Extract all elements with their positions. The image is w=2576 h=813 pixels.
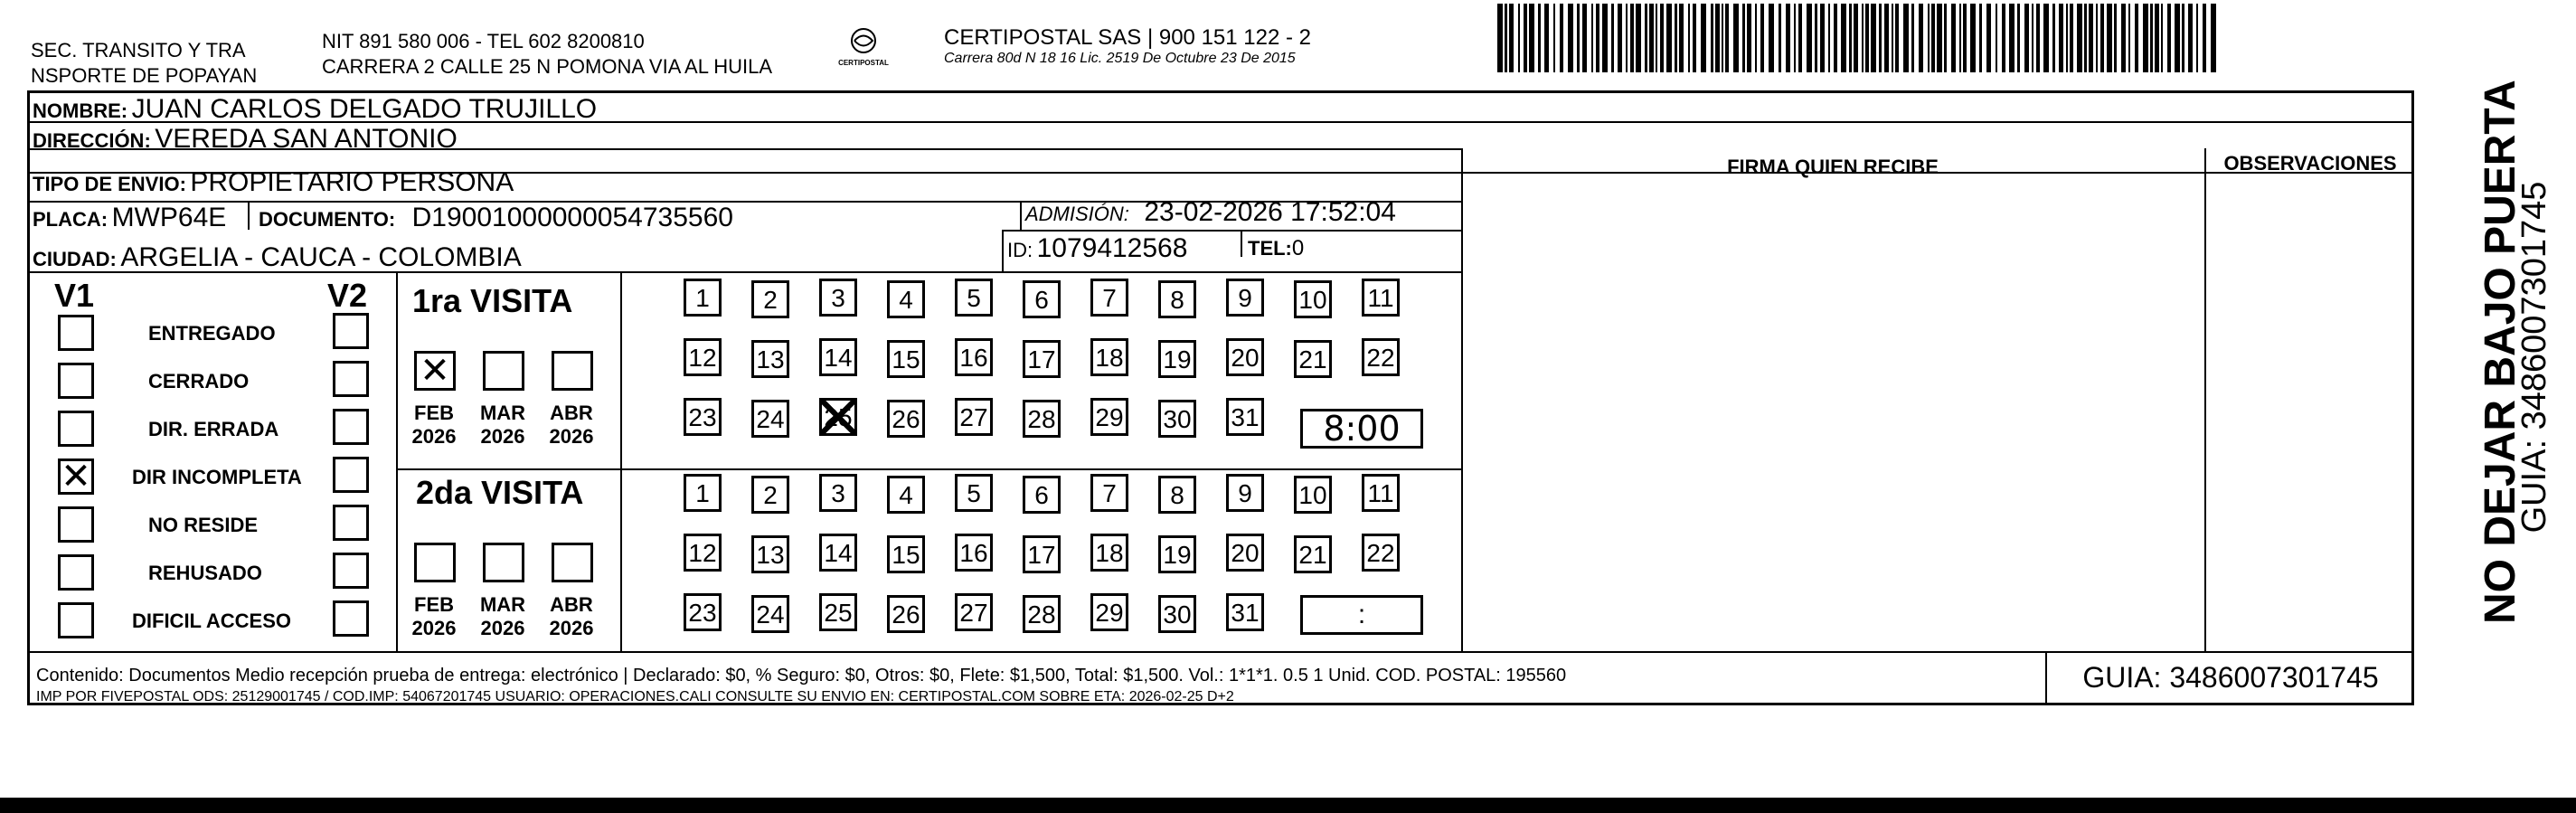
tel-field <box>1248 233 1304 267</box>
status-label: NO RESIDE <box>148 514 259 536</box>
footer-guia: GUIA: 3486007301745 <box>2082 661 2379 694</box>
v2-checkbox[interactable] <box>333 361 369 397</box>
first-visit-day-box[interactable]: 4 <box>887 280 925 318</box>
ciudad-label: CIUDAD: <box>33 248 117 270</box>
admision-field <box>1025 197 1396 232</box>
v1-checkbox[interactable] <box>58 411 94 447</box>
placa-label: PLACA: <box>33 208 109 231</box>
first-visit-day-box[interactable]: 17 <box>1023 340 1061 378</box>
second-visit-day-box[interactable]: 10 <box>1294 476 1332 514</box>
month-year: 2026 <box>549 617 594 639</box>
ciudad-value: ARGELIA - CAUCA - COLOMBIA <box>120 242 522 272</box>
first-visit-day-box[interactable]: 25 <box>819 398 857 436</box>
status-label: DIFICIL ACCESO <box>132 610 292 632</box>
footer-contenido: Contenido: Documentos Medio recepción prueba de entrega: electrónico | Declarado: $0, % Seguro: $0, Otros: $0, Flete: $1,500, Total: $1,500. Vol.: 1*1*1. 0.5 1 Unid. COD. POSTAL: 195560 <box>36 666 1567 685</box>
second-visit-day-box[interactable]: 7 <box>1090 474 1128 512</box>
first-visit-month-label <box>407 402 461 449</box>
bottom-band <box>0 798 2576 813</box>
first-visit-day-box[interactable]: 21 <box>1294 340 1332 378</box>
month-name: MAR <box>479 402 526 424</box>
v2-checkbox[interactable] <box>333 313 369 349</box>
month-year: 2026 <box>480 425 525 448</box>
v1-checkbox[interactable] <box>58 506 94 543</box>
first-visit-month-checkbox[interactable]: ✕ <box>414 351 456 391</box>
first-visit-day-box[interactable]: 19 <box>1158 340 1196 378</box>
second-visit-month-checkbox[interactable] <box>483 543 524 582</box>
first-visit-day-box[interactable]: 16 <box>955 338 993 376</box>
first-visit-day-box[interactable]: 15 <box>887 340 925 378</box>
v1-checkbox[interactable] <box>58 315 94 351</box>
first-visit-day-box[interactable]: 3 <box>819 279 857 317</box>
first-visit-time[interactable]: 8:00 <box>1300 409 1423 449</box>
documento-label: DOCUMENTO: <box>259 208 396 231</box>
sender-contact <box>322 29 772 80</box>
ciudad-field <box>33 242 522 278</box>
side-text <box>2423 80 2559 624</box>
placa-value: MWP64E <box>111 203 227 232</box>
second-visit-day-box[interactable]: 30 <box>1158 595 1196 633</box>
company-line1: CERTIPOSTAL SAS | 900 151 122 - 2 <box>944 25 1311 50</box>
nombre-label: NOMBRE: <box>33 99 128 122</box>
second-visit-day-box[interactable]: 22 <box>1362 534 1400 572</box>
tel-label: TEL: <box>1248 237 1292 260</box>
sender-org-line1: SEC. TRANSITO Y TRA <box>31 39 246 61</box>
address-line: CARRERA 2 CALLE 25 N POMONA VIA AL HUILA <box>322 55 773 78</box>
tipo-envio-value: PROPIETARIO PERSONA <box>190 167 514 197</box>
v2-checkbox[interactable] <box>333 553 369 589</box>
v1-label: V1 <box>54 277 95 314</box>
second-visit-day-box[interactable]: 27 <box>955 593 993 631</box>
second-visit-day-box[interactable]: 28 <box>1023 595 1061 633</box>
direccion-value: VEREDA SAN ANTONIO <box>155 124 458 154</box>
first-visit-day-box[interactable]: 29 <box>1090 398 1128 436</box>
second-visit-day-box[interactable]: 25 <box>819 593 857 631</box>
id-value: 1079412568 <box>1036 233 1188 263</box>
first-visit-month-checkbox[interactable] <box>483 351 524 391</box>
second-visit-day-box[interactable]: 4 <box>887 476 925 514</box>
first-visit-day-box[interactable]: 28 <box>1023 400 1061 438</box>
no-dejar-text: NO DEJAR BAJO PUERTA <box>2477 80 2524 624</box>
month-name: ABR <box>550 402 593 424</box>
footer-imp: IMP POR FIVEPOSTAL ODS: 25129001745 / COD.IMP: 54067201745 USUARIO: OPERACIONES.CALI CONSULTE SU ENVIO EN: CERTIPOSTAL.COM SOBRE ETA: 2026-02-25 D+2 <box>36 689 1234 704</box>
month-year: 2026 <box>411 425 457 448</box>
second-visit-day-box[interactable]: 8 <box>1158 476 1196 514</box>
v1-checkbox[interactable] <box>58 602 94 638</box>
first-visit-day-box[interactable]: 9 <box>1226 279 1264 317</box>
month-name: ABR <box>550 593 593 616</box>
first-visit-day-box[interactable]: 7 <box>1090 279 1128 317</box>
month-year: 2026 <box>549 425 594 448</box>
first-visit-day-box[interactable]: 31 <box>1226 398 1264 436</box>
first-visit-day-box[interactable]: 26 <box>887 400 925 438</box>
second-visit-title: 2da VISITA <box>416 474 584 511</box>
second-visit-month-checkbox[interactable] <box>414 543 456 582</box>
sender-org <box>31 38 257 89</box>
admision-value: 23-02-2026 17:52:04 <box>1144 197 1396 227</box>
second-visit-day-box[interactable]: 15 <box>887 535 925 573</box>
v2-checkbox[interactable] <box>333 505 369 541</box>
first-visit-month-label <box>476 402 530 449</box>
v2-checkbox[interactable] <box>333 409 369 445</box>
v1-checkbox[interactable] <box>58 363 94 399</box>
second-visit-day-box[interactable]: 19 <box>1158 535 1196 573</box>
logo-icon <box>844 27 883 54</box>
tel-value: 0 <box>1291 236 1305 260</box>
second-visit-day-box[interactable]: 14 <box>819 534 857 572</box>
first-visit-day-box[interactable]: 2 <box>751 280 789 318</box>
first-visit-day-box[interactable]: 24 <box>751 400 789 438</box>
observaciones-header: OBSERVACIONES <box>2223 152 2397 175</box>
second-visit-day-box[interactable]: 17 <box>1023 535 1061 573</box>
barcode <box>1497 4 2228 72</box>
second-visit-day-box[interactable]: 16 <box>955 534 993 572</box>
first-visit-day-box[interactable]: 5 <box>955 279 993 317</box>
second-visit-day-box[interactable]: 20 <box>1226 534 1264 572</box>
second-visit-day-box[interactable]: 9 <box>1226 474 1264 512</box>
second-visit-day-box[interactable]: 11 <box>1362 474 1400 512</box>
second-visit-day-box[interactable]: 24 <box>751 595 789 633</box>
documento-value: D19001000000054735560 <box>411 203 733 232</box>
status-label: CERRADO <box>148 370 250 392</box>
direccion-label: DIRECCIÓN: <box>33 129 151 152</box>
documento-field <box>259 203 733 238</box>
v2-label: V2 <box>327 277 368 314</box>
first-visit-day-box[interactable]: 14 <box>819 338 857 376</box>
first-visit-day-box[interactable]: 11 <box>1362 279 1400 317</box>
second-visit-day-box[interactable]: 26 <box>887 595 925 633</box>
second-visit-time[interactable]: : <box>1300 595 1423 635</box>
first-visit-day-box[interactable]: 1 <box>684 279 722 317</box>
tipo-envio-field <box>33 167 514 203</box>
placa-field <box>33 203 226 238</box>
company-info <box>944 25 1311 67</box>
nit-line: NIT 891 580 006 - TEL 602 8200810 <box>322 30 645 52</box>
second-visit-day-box[interactable]: 23 <box>684 593 722 631</box>
status-label: DIR INCOMPLETA <box>132 466 302 488</box>
first-visit-day-box[interactable]: 13 <box>751 340 789 378</box>
nombre-value: JUAN CARLOS DELGADO TRUJILLO <box>131 94 598 124</box>
v2-checkbox[interactable] <box>333 600 369 637</box>
v1-checkbox[interactable] <box>58 554 94 591</box>
second-visit-day-box[interactable]: 12 <box>684 534 722 572</box>
sender-org-line2: NSPORTE DE POPAYAN <box>31 64 258 87</box>
side-guia-text: GUIA: 3486007301745 <box>2515 181 2553 534</box>
second-visit-day-box[interactable]: 6 <box>1023 476 1061 514</box>
second-visit-month-checkbox[interactable] <box>552 543 593 582</box>
month-name: FEB <box>414 593 454 616</box>
first-visit-day-box[interactable]: 8 <box>1158 280 1196 318</box>
tipo-envio-label: TIPO DE ENVIO: <box>33 173 186 195</box>
first-visit-day-box[interactable]: 23 <box>684 398 722 436</box>
month-year: 2026 <box>411 617 457 639</box>
month-name: FEB <box>414 402 454 424</box>
second-visit-day-box[interactable]: 31 <box>1226 593 1264 631</box>
first-visit-day-box[interactable]: 6 <box>1023 280 1061 318</box>
first-visit-day-box[interactable]: 30 <box>1158 400 1196 438</box>
first-visit-title: 1ra VISITA <box>412 282 573 319</box>
v1-checkbox[interactable]: ✕ <box>58 458 94 495</box>
status-label: REHUSADO <box>148 562 262 584</box>
first-visit-day-box[interactable]: 10 <box>1294 280 1332 318</box>
certipostal-logo <box>825 27 902 72</box>
company-line2: Carrera 80d N 18 16 Lic. 2519 De Octubre 23 De 2015 <box>944 51 1296 66</box>
second-visit-day-box[interactable]: 13 <box>751 535 789 573</box>
barcode-bars <box>1497 4 2228 72</box>
second-visit-month-label <box>544 593 599 640</box>
logo-text: CERTIPOSTAL <box>838 59 889 67</box>
first-visit-month-checkbox[interactable] <box>552 351 593 391</box>
id-field <box>1007 233 1187 269</box>
first-visit-day-box[interactable]: 20 <box>1226 338 1264 376</box>
v2-checkbox[interactable] <box>333 457 369 493</box>
direccion-field <box>33 124 458 159</box>
second-visit-day-box[interactable]: 5 <box>955 474 993 512</box>
first-visit-day-box[interactable]: 12 <box>684 338 722 376</box>
second-visit-day-box[interactable]: 21 <box>1294 535 1332 573</box>
second-visit-day-box[interactable]: 18 <box>1090 534 1128 572</box>
status-label: ENTREGADO <box>148 322 276 345</box>
month-name: MAR <box>479 593 526 616</box>
status-label: DIR. ERRADA <box>148 418 279 440</box>
first-visit-day-box[interactable]: 27 <box>955 398 993 436</box>
id-label: ID: <box>1007 239 1033 261</box>
second-visit-day-box[interactable]: 1 <box>684 474 722 512</box>
first-visit-month-label <box>544 402 599 449</box>
firma-header: FIRMA QUIEN RECIBE <box>1727 156 1939 178</box>
second-visit-day-box[interactable]: 29 <box>1090 593 1128 631</box>
admision-label: ADMISIÓN: <box>1025 203 1129 225</box>
second-visit-day-box[interactable]: 2 <box>751 476 789 514</box>
second-visit-day-box[interactable]: 3 <box>819 474 857 512</box>
first-visit-day-box[interactable]: 22 <box>1362 338 1400 376</box>
second-visit-month-label <box>407 593 461 640</box>
month-year: 2026 <box>480 617 525 639</box>
second-visit-month-label <box>476 593 530 640</box>
first-visit-day-box[interactable]: 18 <box>1090 338 1128 376</box>
